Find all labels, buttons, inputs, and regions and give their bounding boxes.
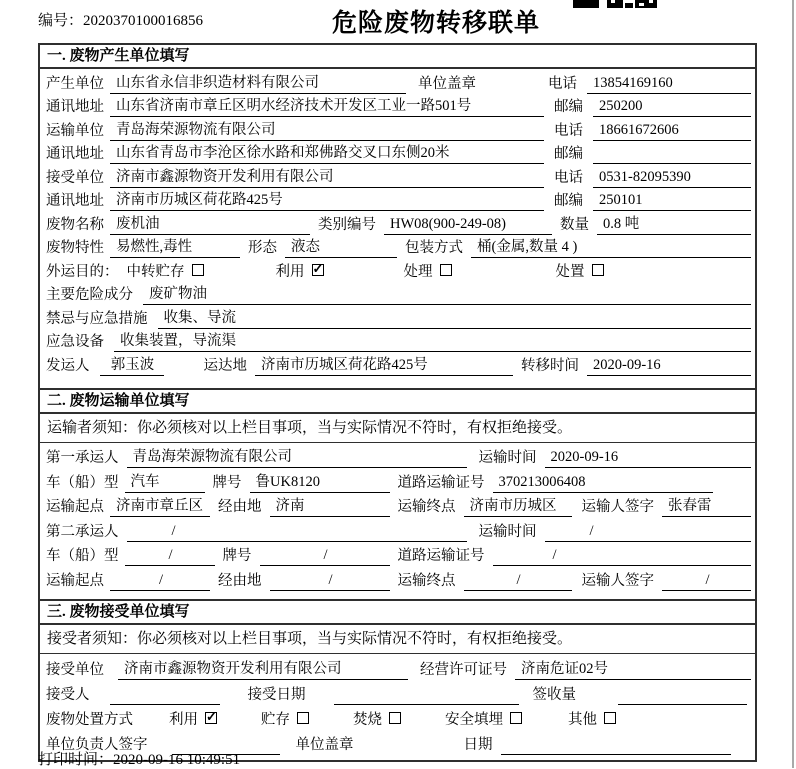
zip-value: 250200 bbox=[593, 98, 751, 117]
carrier-value: 青岛海荣源物流有限公司 bbox=[127, 445, 467, 468]
hazard-label: 主要危险成分 bbox=[46, 287, 133, 303]
checkbox-icon bbox=[510, 712, 522, 724]
disposal-option-store bbox=[261, 708, 309, 730]
address-label: 通讯地址 bbox=[46, 146, 104, 162]
zip-value bbox=[593, 147, 751, 164]
taboo-label: 禁忌与应急措施 bbox=[46, 310, 148, 327]
form-value: 液态 bbox=[285, 235, 397, 258]
qr-code-fragment bbox=[573, 0, 657, 9]
transfer-time-value: 2020-09-16 bbox=[587, 357, 751, 376]
destination-label: 运达地 bbox=[203, 357, 247, 374]
transporter-row bbox=[46, 117, 751, 141]
purpose-row bbox=[46, 258, 751, 282]
route-start-value: / bbox=[110, 572, 210, 591]
transport-time-label: 运输时间 bbox=[478, 450, 537, 466]
shipper-value: 郭玉波 bbox=[100, 353, 164, 376]
waste-name-label: 废物名称 bbox=[46, 216, 104, 233]
vehicle-type-label: 车（船）型 bbox=[46, 474, 119, 491]
receiver-value: 济南市鑫源物资开发利用有限公司 bbox=[110, 165, 544, 188]
route-row-2 bbox=[46, 566, 751, 591]
road-permit-value: / bbox=[493, 547, 752, 566]
date-value bbox=[501, 738, 732, 755]
transporter-label: 运输单位 bbox=[46, 122, 104, 139]
route-end-value: 济南市历城区 bbox=[464, 494, 572, 517]
date-label: 日期 bbox=[463, 736, 493, 753]
section-1-title: 一. 废物产生单位填写 bbox=[40, 45, 755, 69]
route-end-label: 运输终点 bbox=[397, 499, 456, 515]
package-value: 桶(金属,数量 4 ) bbox=[471, 235, 751, 258]
unit-seal-label: 单位盖章 bbox=[295, 736, 354, 753]
serial-label: 编号： bbox=[38, 13, 84, 29]
zip-value: 250101 bbox=[593, 192, 751, 211]
route-start-label: 运输起点 bbox=[46, 499, 104, 515]
purpose-option-treat bbox=[404, 260, 452, 282]
option-label: 贮存 bbox=[261, 711, 290, 728]
equipment-value: 收集装置，导流渠 bbox=[114, 329, 751, 352]
road-permit-label: 道路运输证号 bbox=[397, 548, 485, 564]
shipper-label: 发运人 bbox=[46, 357, 90, 374]
print-time-value: 2020-09-16 10:49:51 bbox=[113, 752, 241, 768]
section-2-body bbox=[40, 443, 755, 599]
transport-time-value: 2020-09-16 bbox=[545, 449, 752, 468]
taboo-value: 收集、导流 bbox=[158, 306, 752, 329]
phone-value: 18661672606 bbox=[593, 122, 751, 141]
section-3-body bbox=[40, 654, 755, 760]
carrier-value: / bbox=[127, 523, 467, 542]
option-label: 处置 bbox=[555, 263, 585, 280]
receiver-notice: 接受者须知：你必须核对以上栏目事项，当与实际情况不符时，有权拒绝接受。 bbox=[40, 625, 755, 654]
plate-label: 牌号 bbox=[212, 474, 242, 491]
accept-person-row bbox=[46, 680, 751, 705]
equipment-label: 应急设备 bbox=[46, 334, 104, 350]
second-carrier-row bbox=[46, 517, 751, 542]
disposal-option-use bbox=[169, 708, 217, 730]
vehicle-type-value: / bbox=[125, 547, 215, 566]
purpose-option-use bbox=[276, 260, 324, 282]
address-label: 通讯地址 bbox=[46, 193, 104, 209]
transfer-form bbox=[38, 43, 757, 762]
route-via-label: 经由地 bbox=[218, 499, 262, 515]
serial-number bbox=[38, 9, 203, 30]
section-3-title: 三. 废物接受单位填写 bbox=[40, 599, 755, 625]
road-permit-label: 道路运输证号 bbox=[397, 474, 485, 491]
shipper-row bbox=[46, 352, 751, 376]
zip-label: 邮编 bbox=[554, 99, 583, 115]
quantity-value: 0.8 吨 bbox=[597, 212, 751, 235]
route-via-value: 济南 bbox=[270, 494, 390, 517]
receiver-label: 接受单位 bbox=[46, 169, 104, 186]
disposal-method-row bbox=[46, 705, 751, 730]
destination-value: 济南市历城区荷花路425号 bbox=[255, 353, 513, 376]
form-label: 形态 bbox=[248, 240, 277, 256]
checkbox-icon bbox=[440, 264, 452, 276]
option-label: 其他 bbox=[568, 711, 597, 728]
category-value: HW08(900-249-08) bbox=[384, 216, 552, 235]
vehicle-type-label: 车（船）型 bbox=[46, 548, 119, 564]
checkbox-icon bbox=[592, 264, 604, 276]
phone-label: 电话 bbox=[554, 169, 583, 186]
waste-character-row bbox=[46, 235, 751, 259]
signed-amount-value bbox=[618, 688, 747, 705]
transporter-notice: 运输者须知：你必须核对以上栏目事项，当与实际情况不符时，有权拒绝接受。 bbox=[40, 414, 755, 443]
purpose-option-transfer bbox=[127, 260, 204, 282]
producer-label: 产生单位 bbox=[46, 75, 104, 92]
transport-time-label: 运输时间 bbox=[478, 523, 537, 540]
route-start-value: 济南市章丘区 bbox=[110, 494, 210, 517]
carrier-sign-label: 运输人签字 bbox=[581, 499, 654, 515]
checkbox-icon bbox=[389, 712, 401, 724]
character-label: 废物特性 bbox=[46, 240, 104, 256]
route-via-label: 经由地 bbox=[218, 572, 262, 589]
accept-date-label: 接受日期 bbox=[247, 686, 306, 703]
checkbox-icon bbox=[192, 264, 204, 276]
page-edge-line bbox=[792, 0, 794, 768]
transfer-time-label: 转移时间 bbox=[521, 357, 579, 374]
receiver-address-row bbox=[46, 188, 751, 212]
hazard-value: 废矿物油 bbox=[143, 282, 751, 305]
accept-unit-value: 济南市鑫源物资开发利用有限公司 bbox=[118, 657, 408, 680]
signed-amount-label: 签收量 bbox=[532, 686, 576, 703]
waste-name-value: 废机油 bbox=[110, 212, 310, 235]
carrier-sign-label: 运输人签字 bbox=[581, 572, 654, 589]
carrier-sign-value: / bbox=[662, 572, 751, 591]
category-label: 类别编号 bbox=[318, 216, 376, 233]
disposal-option-other bbox=[568, 708, 616, 730]
disposal-method-label: 废物处置方式 bbox=[46, 711, 133, 728]
disposal-option-landfill bbox=[445, 708, 522, 730]
package-label: 包装方式 bbox=[405, 240, 463, 256]
road-permit-value: 370213006408 bbox=[493, 474, 713, 493]
route-end-label: 运输终点 bbox=[397, 572, 456, 589]
option-label: 焚烧 bbox=[353, 711, 382, 728]
document-header bbox=[0, 0, 796, 43]
checkbox-icon bbox=[312, 264, 324, 276]
carrier-label: 第二承运人 bbox=[46, 523, 119, 540]
plate-value: / bbox=[260, 547, 390, 566]
responsible-sign-label: 单位负责人签字 bbox=[46, 736, 148, 753]
route-start-label: 运输起点 bbox=[46, 572, 104, 589]
accept-person-label: 接受人 bbox=[46, 686, 90, 703]
phone-label: 电话 bbox=[548, 75, 577, 92]
phone-value: 13854169160 bbox=[587, 75, 751, 94]
vehicle-type-value: 汽车 bbox=[125, 470, 205, 493]
address-value: 山东省济南市章丘区明水经济技术开发区工业一路501号 bbox=[110, 94, 544, 117]
purpose-label: 外运目的： bbox=[46, 263, 119, 280]
quantity-label: 数量 bbox=[560, 216, 589, 233]
receiver-row bbox=[46, 164, 751, 188]
option-label: 中转贮存 bbox=[126, 263, 185, 280]
hazard-row bbox=[46, 282, 751, 306]
transport-time-value: / bbox=[545, 523, 752, 542]
page-title: 危险废物转移联单 bbox=[332, 10, 541, 37]
disposal-option-incinerate bbox=[353, 708, 401, 730]
transporter-address-row bbox=[46, 141, 751, 165]
carrier-sign-value: 张春雷 bbox=[662, 494, 751, 517]
taboo-row bbox=[46, 305, 751, 329]
zip-label: 邮编 bbox=[554, 146, 583, 162]
license-label: 经营许可证号 bbox=[420, 661, 507, 678]
vehicle-row-2 bbox=[46, 542, 751, 567]
accept-person-value bbox=[110, 688, 220, 705]
address-value: 济南市历城区荷花路425号 bbox=[110, 188, 544, 211]
transporter-value: 青岛海荣源物流有限公司 bbox=[110, 118, 544, 141]
route-via-value: / bbox=[270, 572, 390, 591]
vehicle-row bbox=[46, 468, 751, 493]
equipment-row bbox=[46, 329, 751, 353]
accept-unit-row bbox=[46, 655, 751, 680]
option-label: 处理 bbox=[403, 263, 433, 280]
phone-label: 电话 bbox=[554, 122, 583, 139]
option-label: 利用 bbox=[169, 711, 198, 728]
address-value: 山东省青岛市李沧区徐水路和郑佛路交叉口东侧20米 bbox=[110, 141, 544, 164]
zip-label: 邮编 bbox=[554, 193, 583, 209]
checkbox-icon bbox=[297, 712, 309, 724]
producer-address-row bbox=[46, 94, 751, 118]
print-time bbox=[38, 748, 240, 769]
plate-value: 鲁UK8120 bbox=[250, 470, 390, 493]
purpose-option-dispose bbox=[556, 260, 604, 282]
route-end-value: / bbox=[464, 572, 572, 591]
accept-date-value bbox=[334, 688, 519, 705]
print-time-label: 打印时间： bbox=[38, 752, 114, 768]
accept-unit-label: 接受单位 bbox=[46, 661, 104, 678]
serial-value: 2020370100016856 bbox=[83, 13, 204, 29]
producer-value: 山东省永信非织造材料有限公司 bbox=[110, 71, 406, 94]
section-1-body bbox=[40, 69, 755, 388]
checkbox-icon bbox=[604, 712, 616, 724]
checkbox-icon bbox=[205, 712, 217, 724]
phone-value: 0531-82095390 bbox=[593, 169, 751, 188]
plate-label: 牌号 bbox=[222, 548, 252, 564]
producer-row bbox=[46, 70, 751, 94]
license-value: 济南危证02号 bbox=[515, 657, 751, 680]
route-row bbox=[46, 493, 751, 518]
character-value: 易燃性,毒性 bbox=[110, 235, 240, 258]
waste-name-row bbox=[46, 211, 751, 235]
section-2-title: 二. 废物运输单位填写 bbox=[40, 388, 755, 414]
address-label: 通讯地址 bbox=[46, 99, 104, 115]
carrier-label: 第一承运人 bbox=[46, 450, 119, 466]
first-carrier-row bbox=[46, 444, 751, 469]
unit-seal-label: 单位盖章 bbox=[418, 75, 476, 92]
option-label: 安全填埋 bbox=[445, 711, 503, 728]
option-label: 利用 bbox=[275, 263, 305, 280]
